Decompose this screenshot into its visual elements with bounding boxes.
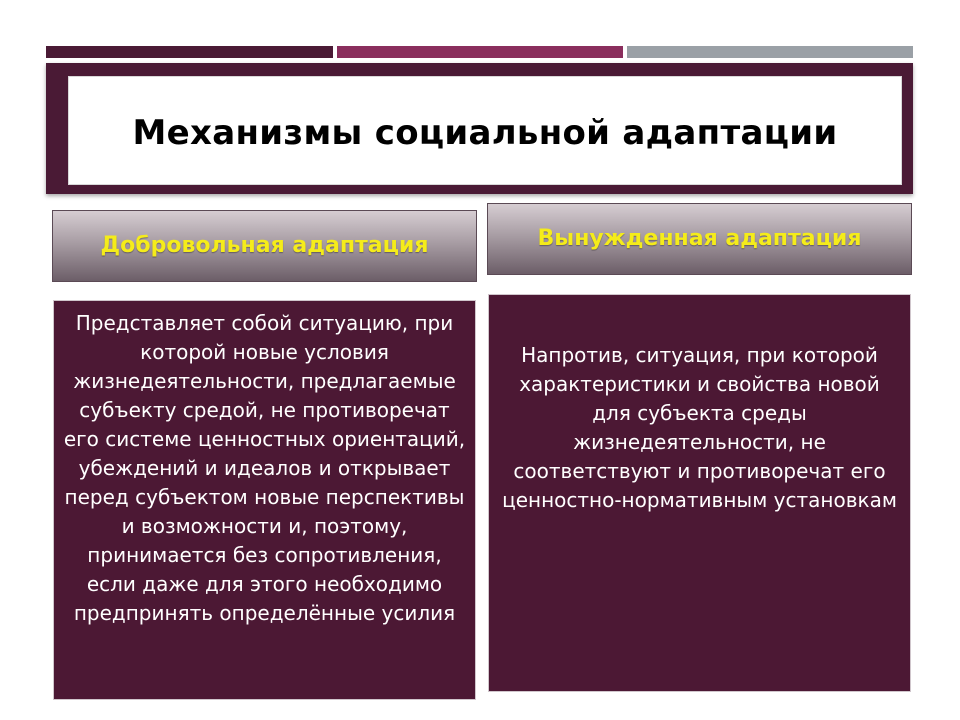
slide-title: Механизмы социальной адаптации <box>132 113 838 153</box>
forced-adaptation-heading: Вынужденная адаптация <box>537 226 862 251</box>
voluntary-adaptation-heading: Добровольная адаптация <box>100 233 429 258</box>
forced-adaptation-text: Напротив, ситуация, при которой характеристики и свойства новой для субъекта среды жизнедеятельности, не соответствуют и противоречат его ценностно-нормативным установкам <box>502 343 897 512</box>
voluntary-adaptation-panel <box>53 300 476 700</box>
title-box <box>68 76 902 185</box>
voluntary-adaptation-text: Представляет собой ситуацию, при которой новые условия жизнедеятельности, предлагаемые субъекту средой, не противоречат его системе ценностных ориентаций, убеждений и идеалов и открывает перед субъектом новые перспективы и возможности и, поэтому, принимается без сопротивления, если даже для этого необходимо предпринять определённые усилия <box>63 311 466 625</box>
decor-stripe-magenta <box>337 46 623 58</box>
decor-stripe-gray <box>627 46 913 58</box>
voluntary-adaptation-header <box>52 210 477 282</box>
title-frame <box>46 63 913 194</box>
forced-adaptation-panel <box>488 294 911 692</box>
decor-stripe-dark <box>46 46 333 58</box>
forced-adaptation-header <box>487 203 912 275</box>
